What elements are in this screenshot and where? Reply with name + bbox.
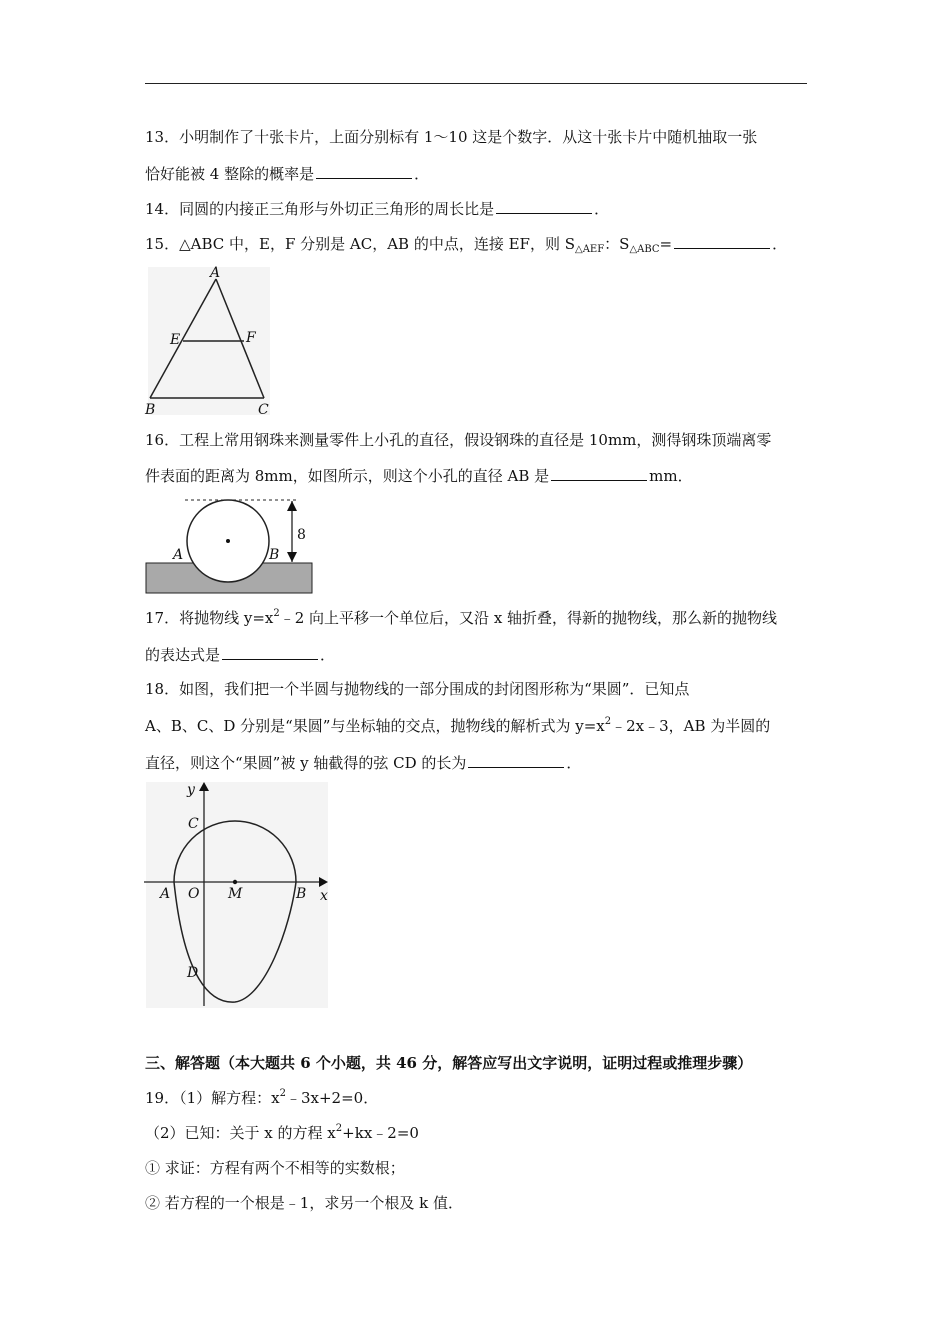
steel-ball-figure [145,495,315,595]
label-a: A [210,265,221,281]
q19-part2: （2）已知：关于 x 的方程 $x^2+kx﹣2=0$ [145,1123,419,1142]
fruit-circle-figure [140,778,335,1010]
label-o: O [188,886,200,902]
label-c: C [188,816,199,832]
section-title: 三、解答题（本大题共 6 个小题，共 46 分，解答应写出文字说明，证明过程或推理步骤） [145,1054,753,1072]
q13-line2: 恰好能被 4 整除的概率是 ． [145,165,430,183]
label-b: B [145,402,156,418]
label-d: D [187,965,199,981]
q19-part1: 19．（1）解方程：$x^2﹣3x+2=0$． [145,1088,379,1107]
label-height: 8 [297,527,306,543]
label-b: B [269,547,280,563]
label-e: E [170,332,181,348]
answer-blank[interactable] [551,466,647,481]
label-f: F [246,330,256,346]
q17-line1: 17．将抛物线 $y=x^2﹣2$ 向上平移一个单位后，又沿 x 轴折叠，得新的抛物线，那么新的抛物线 [145,608,778,627]
q18-line3: 直径，则这个“果圆”被 y 轴截得的弦 CD 的长为 ． [145,754,582,772]
label-b: B [296,886,307,902]
q19-item2: ② 若方程的一个根是﹣1，求另一个根及 k 值． [145,1194,463,1212]
answer-blank[interactable] [674,234,770,249]
label-c: C [258,402,269,418]
q14-line: 14．同圆的内接正三角形与外切正三角形的周长比是 ． [145,200,610,218]
answer-blank[interactable] [468,753,564,768]
label-y: y [187,782,195,798]
label-a: A [173,547,184,563]
label-a: A [160,886,171,902]
answer-blank[interactable] [496,199,592,214]
q13-line1: 13．小明制作了十张卡片，上面分别标有 1～10 这是个数字．从这十张卡片中随机抽取一张 [145,128,758,146]
q15-line: 15．△ABC 中，E，F 分别是 AC，AB 的中点，连接 EF，则 $S_{\triangle AEF}$：$S_{\triangle ABC}=$ ． [145,235,788,255]
header-rule [145,83,807,84]
label-x: x [320,888,328,904]
q17-line2: 的表达式是 ． [145,646,336,664]
triangle-figure [140,262,275,420]
q18-line1: 18．如图，我们把一个半圆与抛物线的一部分围成的封闭图形称为“果圆”．已知点 [145,680,690,698]
q19-item1: ① 求证：方程有两个不相等的实数根； [145,1159,405,1177]
answer-blank[interactable] [316,164,412,179]
label-m: M [228,886,243,902]
answer-blank[interactable] [222,645,318,660]
q16-line2: 件表面的距离为 8mm，如图所示，则这个小孔的直径 AB 是 mm． [145,467,693,485]
q18-line2: A、B、C、D 分别是“果圆”与坐标轴的交点，抛物线的解析式为 $y=x^2﹣2x﹣3$，AB 为半圆的 [145,716,771,735]
q16-line1: 16．工程上常用钢珠来测量零件上小孔的直径，假设钢珠的直径是 10mm，测得钢珠顶端离零 [145,431,772,449]
